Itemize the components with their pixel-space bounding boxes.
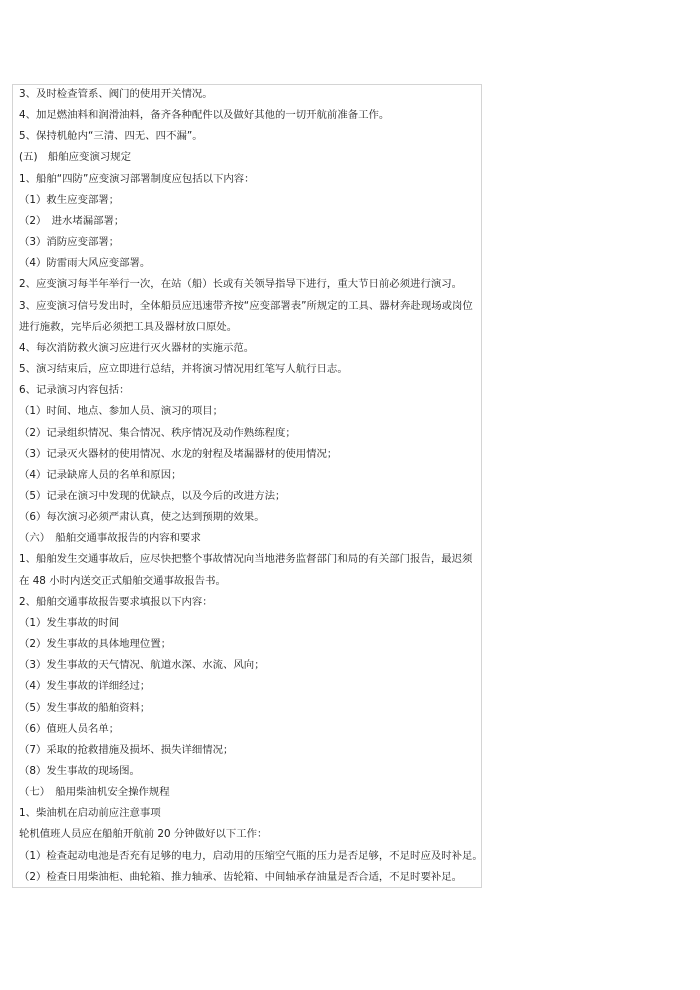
- text-line: 2、船舶交通事故报告要求填报以下内容：: [19, 595, 213, 608]
- text-line: 2、应变演习每半年举行一次，在站（船）长或有关领导指导下进行，重大节日前必须进行演习。: [19, 278, 463, 291]
- text-line-continued: 在 48 小时内送交正式船舶交通事故报告书。: [19, 574, 226, 587]
- text-line: 1、船舶“四防”应变演习部署制度应包括以下内容：: [19, 172, 255, 185]
- list-item: （2）检查日用柴油柜、曲轮箱、推力轴承、齿轮箱、中间轴承存油量是否合适，不足时要补足。: [19, 870, 463, 883]
- list-item: （4）发生事故的详细经过；: [19, 680, 151, 693]
- list-item: （3）发生事故的天气情况、航道水深、水流、风向；: [19, 659, 265, 672]
- list-item: （3）记录灭火器材的使用情况、水龙的射程及堵漏器材的使用情况；: [19, 447, 338, 460]
- text-line: 1、船舶发生交通事故后，应尽快把整个事故情况向当地港务监督部门和局的有关部门报告，最迟须: [19, 553, 473, 566]
- text-line: 3、应变演习信号发出时，全体船员应迅速带齐按“应变部署表”所规定的工具、器材奔赴现场或岗位: [19, 299, 473, 312]
- list-item: （4）记录缺席人员的名单和原因；: [19, 468, 182, 481]
- text-line: 5、保持机舱内“三清、四无、四不漏”。: [19, 130, 203, 143]
- list-item: （1）检查起动电池是否充有足够的电力，启动用的压缩空气瓶的压力是否足够，不足时应及时补足。: [19, 849, 483, 862]
- text-line: 5、演习结束后，应立即进行总结，并将演习情况用红笔写人航行日志。: [19, 363, 348, 376]
- list-item: （2） 进水堵漏部署；: [19, 214, 125, 227]
- list-item: （1）发生事故的时间: [19, 616, 120, 629]
- list-item: （1）救生应变部署；: [19, 193, 120, 206]
- text-line: 4、加足燃油料和润滑油料，备齐各种配件以及做好其他的一切开航前准备工作。: [19, 109, 390, 122]
- section-heading: （七） 船用柴油机安全操作规程: [19, 786, 170, 799]
- document-body: [19, 84, 489, 888]
- section-heading: （六） 船舶交通事故报告的内容和要求: [19, 532, 201, 545]
- list-item: （4）防雷雨大风应变部署。: [19, 257, 151, 270]
- text-line: 4、每次消防救火演习应进行灭火器材的实施示范。: [19, 341, 255, 354]
- text-line-continued: 轮机值班人员应在船舶开航前 20 分钟做好以下工作：: [19, 828, 268, 841]
- list-item: （3）消防应变部署；: [19, 236, 120, 249]
- text-line: 3、及时检查管系、阀门的使用开关情况。: [19, 88, 213, 100]
- text-line: 1、柴油机在启动前应注意事项: [19, 807, 161, 820]
- list-item: （5）记录在演习中发现的优缺点，以及今后的改进方法；: [19, 489, 286, 502]
- list-item: （6）值班人员名单；: [19, 722, 120, 735]
- text-line: 6、记录演习内容包括：: [19, 384, 130, 397]
- list-item: （6）每次演习必须严肃认真，使之达到预期的效果。: [19, 511, 265, 524]
- section-heading: (五) 船舶应变演习规定: [19, 151, 132, 164]
- list-item: （5）发生事故的船舶资料；: [19, 701, 151, 714]
- list-item: （2）记录组织情况、集合情况、秩序情况及动作熟练程度；: [19, 426, 296, 439]
- list-item: （8）发生事故的现场图。: [19, 765, 140, 777]
- list-item: （2）发生事故的具体地理位置；: [19, 638, 172, 651]
- list-item: （7）采取的抢救措施及损坏、损失详细情况；: [19, 743, 234, 756]
- list-item: （1）时间、地点、参加人员、演习的项目；: [19, 405, 224, 418]
- text-line-continued: 进行施救，完毕后必须把工具及器材放口原处。: [19, 320, 238, 333]
